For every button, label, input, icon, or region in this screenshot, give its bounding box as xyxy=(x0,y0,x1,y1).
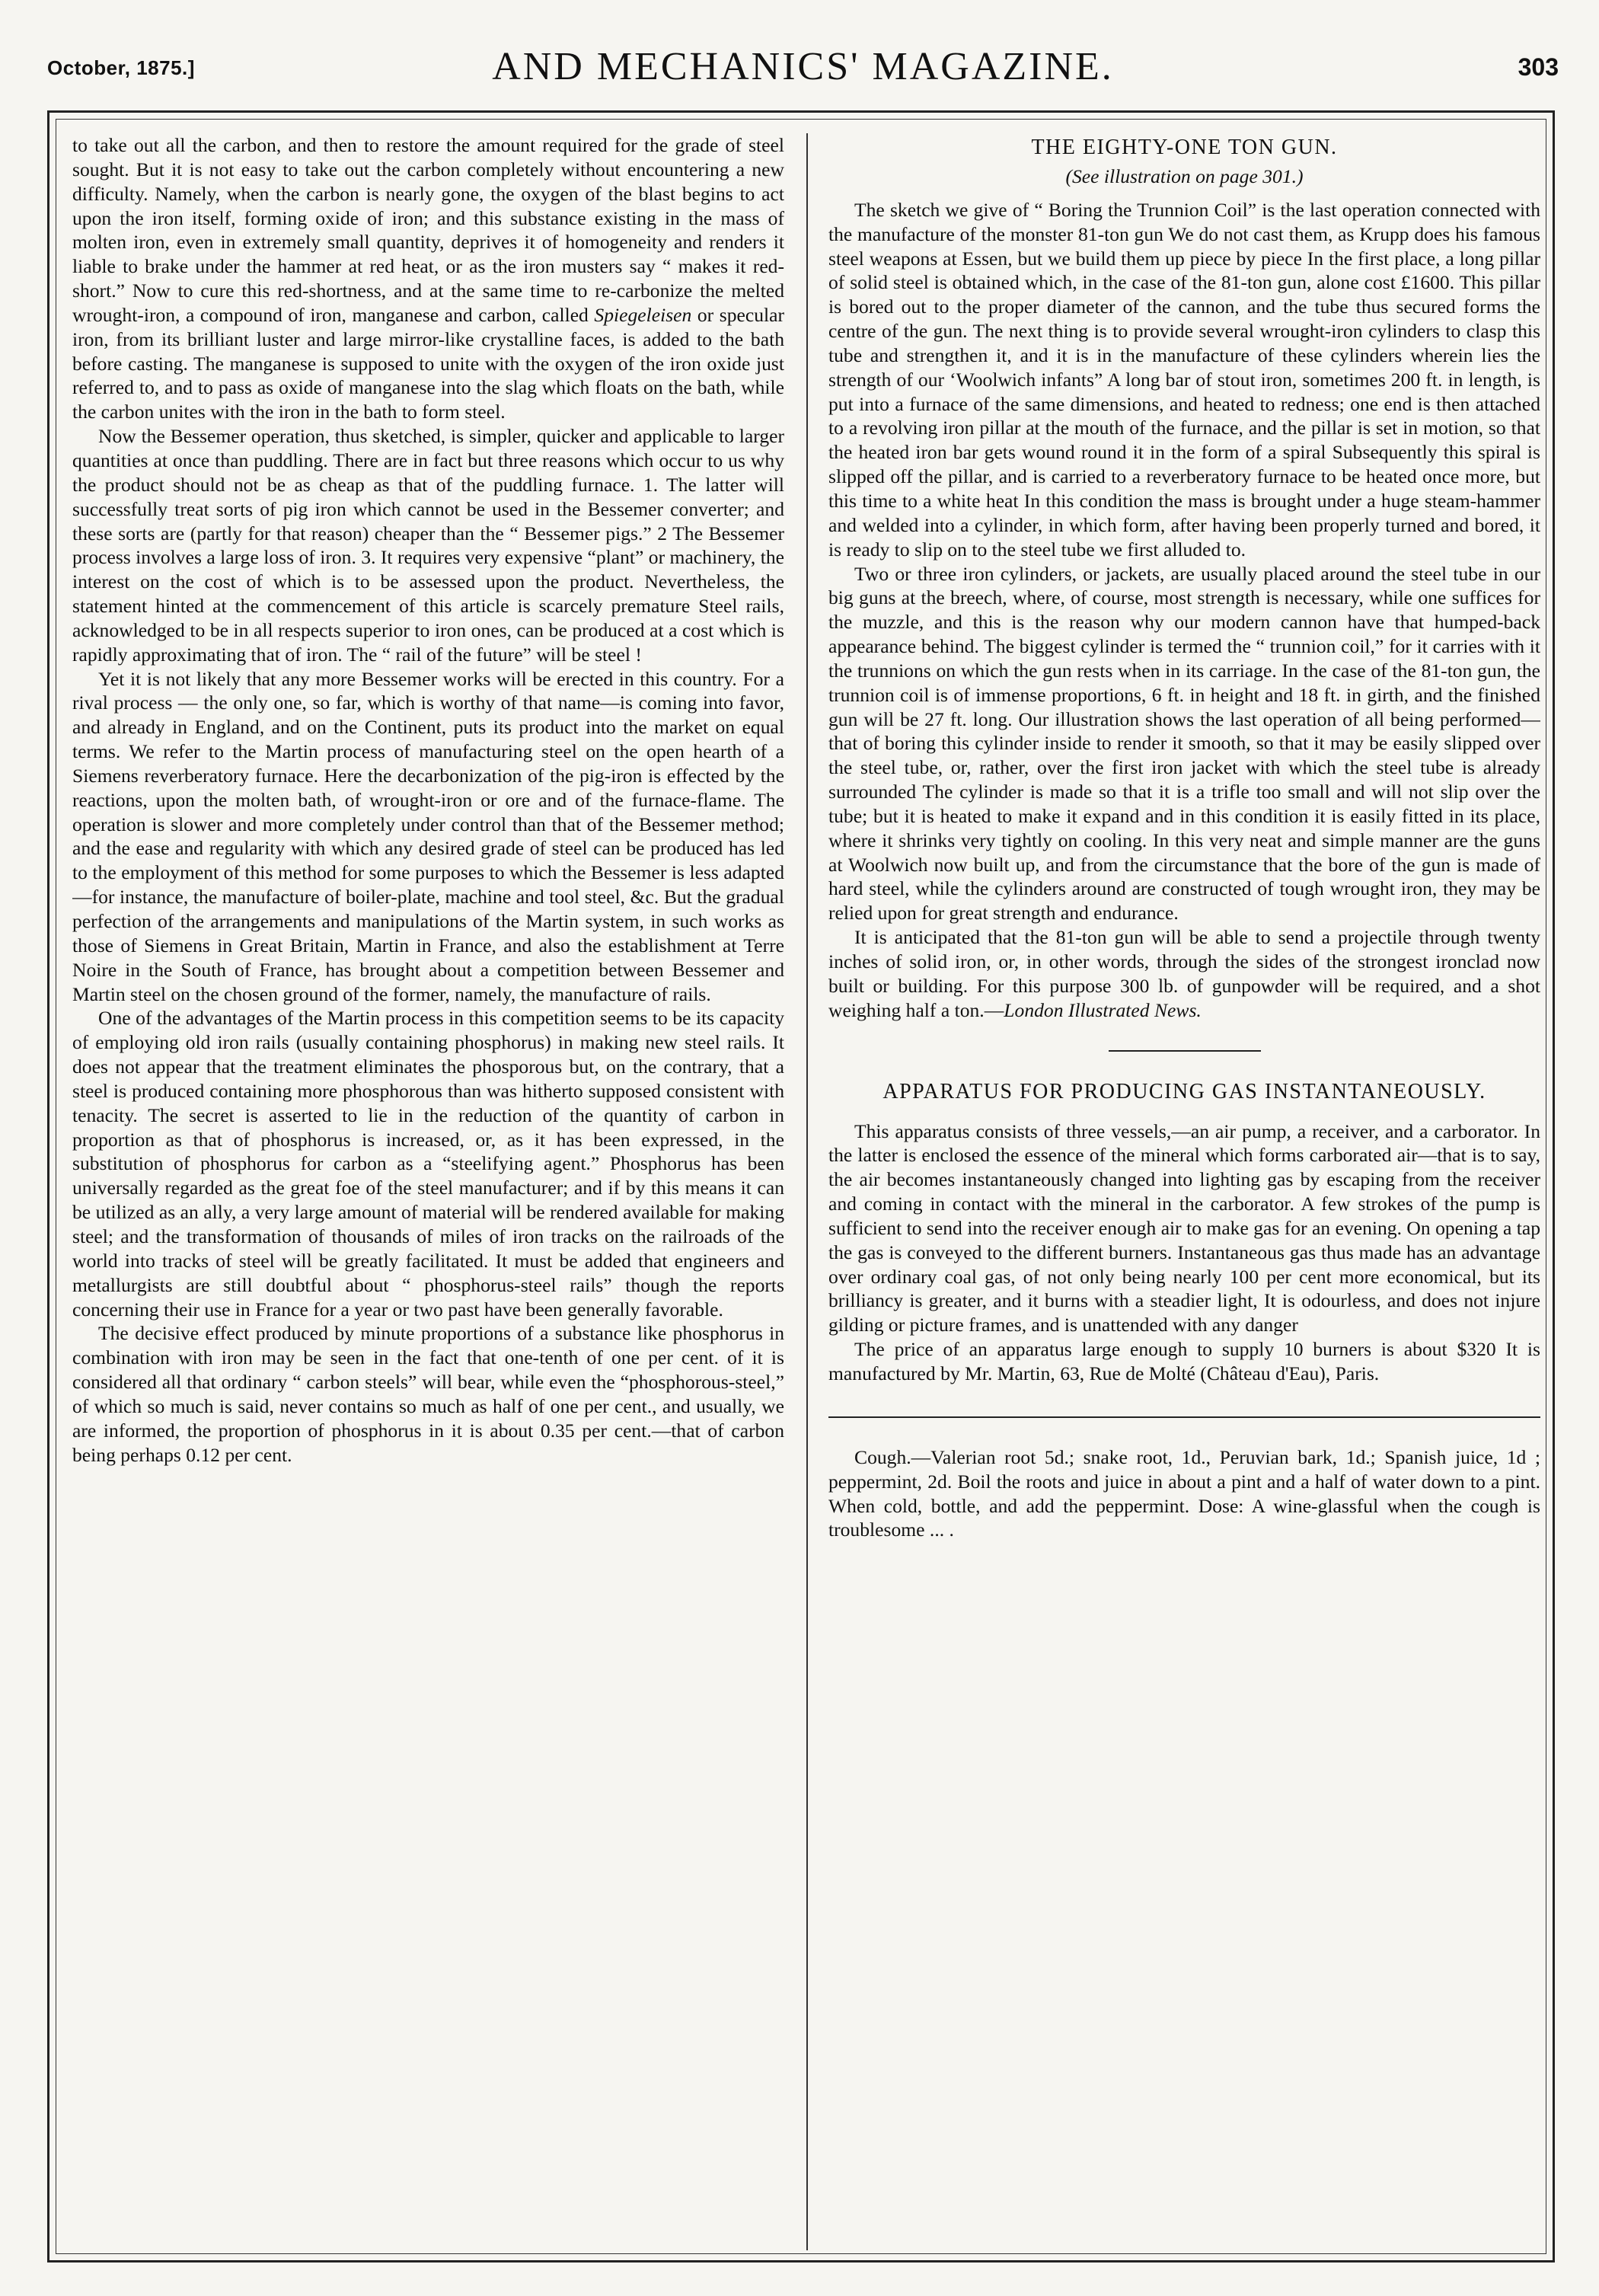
steel-paragraph-1-end: or specular iron, from its brilliant luster and large mirror-like crystalline faces, is added to the bath before casting. The manganese is supposed to unite with the oxygen of the iron oxide just referred to, and to pass as oxide of manganese into the slag which floats on the bath, while the carbon unites with the iron in the bath to form steel. xyxy=(72,303,784,423)
steel-paragraph-3: Yet it is not likely that any more Bessemer works will be erected in this country. For a rival process — the only one, so far, which is worthy of that name—is coming into favor, and already in England, and on the Continent, puts its product into the market on equal terms. We refer to the Martin process of manufacturing steel on the open hearth of a Siemens reverberatory furnace. Here the decarbonization of the pig-iron is effected by the reactions, upon the molten bath, of wrought-iron or ore and of the furnace-flame. The operation is slower and more completely under control than that of the Bessemer method; and the ease and regularity with which any desired grade of steel can be produced has led to the employment of this method for some purposes to which the Bessemer is less adapted—for instance, the manufacture of boiler-plate, machine and tool steel, &c. But the gradual perfection of the arrangements and manipulations of the Martin system, in such works as those of Siemens in Great Britain, Martin in France, and also the establishment at Terre Noire in the South of France, has brought about a competition between Bessemer and Martin steel on the chosen ground of the former, namely, the manufacture of rails. xyxy=(72,667,784,1005)
title-gap xyxy=(828,1109,1540,1119)
spiegeleisen-term: Spiegeleisen xyxy=(594,303,692,326)
steel-paragraph-1-text: to take out all the carbon, and then to restore the amount required for the grade of steel sought. But it is not easy to take out the carbon completely without encountering a new difficulty. Namely, when the carbon is nearly gone, the oxygen of the blast begins to act upon the iron itself, forming oxide of iron; and this substance existing in the mass of molten iron, even in extremely small quantity, deprives it of homogeneity and renders it liable to brake under the hammer at red heat, or as the iron musters say “ makes it red-short.” Now to cure this red-shortness, and at the same time to re-carbonize the melted wrought-iron, a compound of iron, manganese and carbon, called xyxy=(72,134,784,326)
gun-paragraph-2: Two or three iron cylinders, or jackets, are usually placed around the steel tube in our big guns at the breech, where, of course, most strength is necessary, while one suffices for the muzzle, and this is the reason why our modern cannon have that humped-back appearance behind. The biggest cylinder is termed the “ trunnion coil,” for it carries with it the trunnions on which the gun rests when in its carriage. In the case of the 81-ton gun, the trunnion coil is of immense proportions, 6 ft. in height and 18 ft. in girth, and the finished gun will be 27 ft. long. Our illustration shows the last operation of all being performed—that of boring this cylinder inside to render it smooth, so that it may be easily slipped over the steel tube, or, rather, over the first iron jacket with which the steel tube is already surrounded The cylinder is made so that it is a trifle too small and will not slip over the tube; but it is heated to make it expand and in this condition it is easily fitted in its place, where it shrinks very tightly on cooling. In this very neat and simple manner are the guns at Woolwich now built up, and from the circumstance that the bore of the gun is made of hard steel, while the cylinders around are constructed of tough wrought iron, they may be relied upon for great strength and endurance. xyxy=(828,562,1540,924)
gun-paragraph-3 xyxy=(828,925,1540,1022)
cough-recipe: Cough.—Valerian root 5d.; snake root, 1d., Peruvian bark, 1d.; Spanish juice, 1d ; peppermint, 2d. Boil the roots and juice in about a pint and a half of water down to a pint. When cold, bottle, and add the peppermint. Dose: A wine-glassful when the cough is troublesome ... . xyxy=(828,1445,1540,1541)
section-separator xyxy=(828,1416,1540,1418)
gun-article-subtitle: (See illustration on page 301.) xyxy=(1065,165,1304,187)
page-header xyxy=(47,44,1559,105)
column-divider xyxy=(806,133,808,2250)
steel-paragraph-4: One of the advantages of the Martin process in this competition seems to be its capacity of employing old iron rails (usually containing phosphorus) in making new steel rails. It does not appear that the treatment eliminates the phosporous but, on the contrary, that a steel is produced containing more phosphorous than was hitherto supposed consistent with tenacity. The secret is asserted to lie in the reduction of the quantity of carbon in proportion as that of phosphorus is increased, or, as it has been expressed, in the substitution of phosphorus for carbon as a “steelifying agent.” Phosphorus has been universally regarded as the great foe of the steel manufacturer; and if by this means it can be utilized as an ally, a very large amount of material will be rendered available for making steel; and the transformation of thousands of miles of iron tracks on the railroads of the world into tracks of steel will be greatly facilitated. It must be added that engineers and metallurgists are still doubtful about “ phosphorus-steel rails” though the reports concerning their use in France for a year or two past have been generally favorable. xyxy=(72,1007,784,1320)
page-number: 303 xyxy=(1518,53,1559,81)
magazine-title: AND MECHANICS' MAGAZINE. xyxy=(492,45,1114,88)
gun-article-title: THE EIGHTY-ONE TON GUN. xyxy=(1031,136,1338,159)
issue-date: October, 1875.] xyxy=(47,56,195,79)
gas-paragraph-2: The price of an apparatus large enough to supply 10 burners is about $320 It is manufactured by Mr. Martin, 63, Rue de Molté (Château d'Eau), Paris. xyxy=(828,1338,1540,1384)
left-column xyxy=(72,133,784,2250)
gun-paragraph-1: The sketch we give of “ Boring the Trunnion Coil” is the last operation connected with the manufacture of the monster 81-ton gun We do not cast them, as Krupp does his famous steel weapons at Essen, but we build them up piece by piece In the first place, a long pillar of solid steel is obtained which, in the case of the 81-ton gun, alone cost £1600. This pillar is bored out to the proper diameter of the cannon, and the tube thus secured forms the centre of the gun. The next thing is to provide several wrought-iron cylinders to clasp this tube and strengthen it, and it is in the manufacture of these cylinders wherein lies the strength of our ‘Woolwich infants” A long bar of stout iron, sometimes 200 ft. in length, is put into a furnace of the same dimensions, and heated to redness; one end is then attached to a revolving iron pillar at the mouth of the furnace, and the pillar is set in motion, so that the heated iron bar gets wound round it in the form of a spiral Subsequently this spiral is slipped off the pillar, and is carried to a reverberatory furnace to be heated once more, but this time to a white heat In this condition the mass is brought under a huge steam-hammer and welded into a cylinder, in which form, after having been properly turned and bored, it is ready to slip on to the steel tube we first alluded to. xyxy=(828,198,1540,560)
gun-article-credit: London Illustrated News. xyxy=(1004,998,1202,1021)
steel-paragraph-5: The decisive effect produced by minute proportions of a substance like phosphorus in combination with iron may be seen in the fact that one-tenth of one per cent. of it is considered all that ordinary “ carbon steels” will bear, while even the “phosphorous-steel,” of which so much is said, never contains so much as half of one per cent., and usually, we are informed, the proportion of phosphorus in it is about 0.35 per cent.—that of carbon being perhaps 0.12 per cent. xyxy=(72,1322,784,1466)
right-column xyxy=(828,133,1540,2250)
gas-paragraph-1: This apparatus consists of three vessels,—an air pump, a receiver, and a carborator. In the latter is enclosed the essence of the mineral which forms carborated air—that is to say, the air becomes instantaneously changed into lighting gas by escaping from the receiver and coming in contact with the mineral in the carborator. A few strokes of the pump is sufficient to send into the receiver enough air to make gas for an evening. On opening a tap the gas is conveyed to the different burners. Instantaneous gas thus made has an advantage over ordinary coal gas, of not only being nearly 100 per cent more economical, but its brilliancy is greater, and it burns with a steadier light, It is odourless, and does not injure gilding or picture frames, and is unattended with any danger xyxy=(828,1119,1540,1336)
gun-paragraph-3-text: It is anticipated that the 81-ton gun will be able to send a projectile through twenty inches of solid iron, or, in other words, through the sides of the strongest ironclad now built or building. For this purpose 300 lb. of gunpowder will be required, and a shot weighing half a ton.— xyxy=(828,926,1540,1021)
steel-paragraph-1 xyxy=(72,133,784,424)
article-separator xyxy=(1109,1050,1261,1052)
steel-paragraph-2: Now the Bessemer operation, thus sketched, is simpler, quicker and applicable to larger quantities at once than puddling. There are in fact but three reasons which occur to us why the product should not be as cheap as that of the puddling furnace. 1. The latter will successfully treat sorts of pig iron which cannot be used in the Bessemer converter; and these sorts are (partly for that reason) cheaper than the “ Bessemer pigs.” 2 The Bessemer process involves a large loss of iron. 3. It requires very expensive “plant” or machinery, the interest on the cost of which is to be assessed upon the product. Nevertheless, the statement hinted at the commencement of this article is scarcely premature Steel rails, acknowledged to be in all respects superior to iron ones, can be produced at a cost which is rapidly approximating that of iron. The “ rail of the future” will be steel ! xyxy=(72,425,784,666)
gas-article-title: APPARATUS FOR PRODUCING GAS INSTANTANEOUSLY. xyxy=(882,1079,1486,1103)
